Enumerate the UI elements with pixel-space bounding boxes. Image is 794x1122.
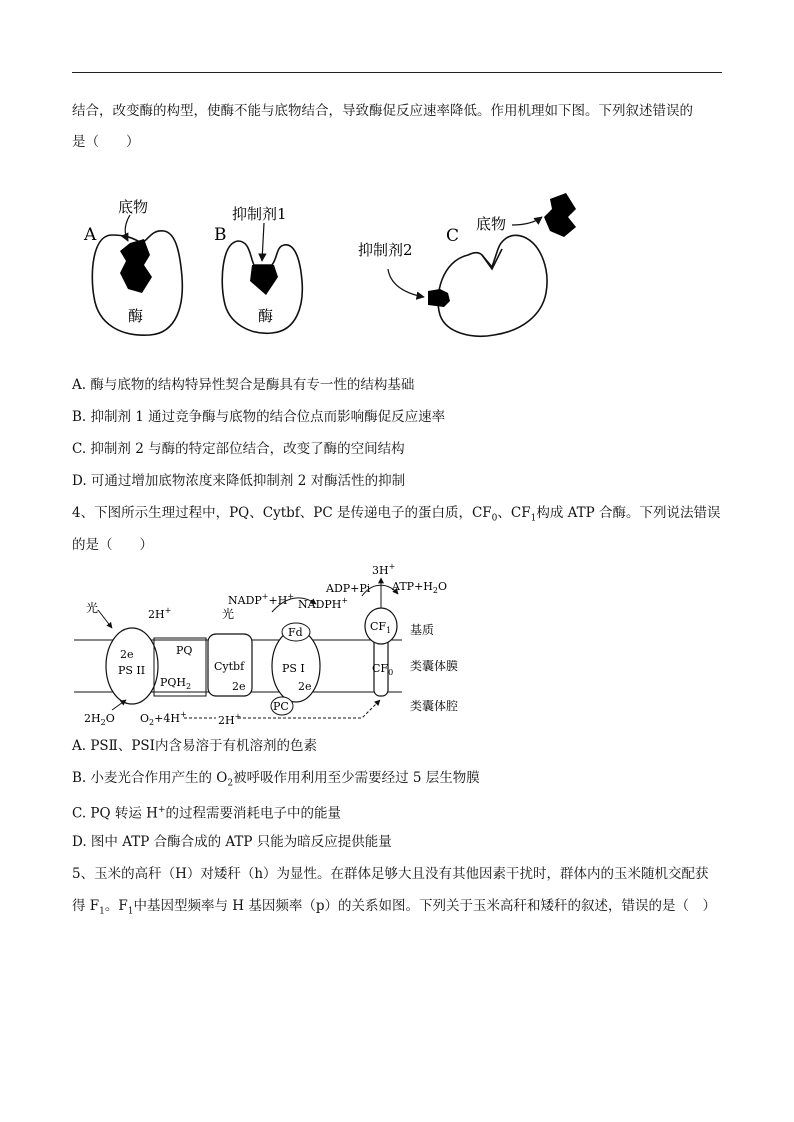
svg-text:类囊体腔: 类囊体腔 — [410, 699, 459, 713]
enzyme-c-shape — [438, 235, 547, 336]
svg-text:PQ: PQ — [176, 644, 193, 657]
svg-text:PQH2: $PQH_2$ — [160, 676, 192, 691]
svg-text:PS I: PS I — [282, 662, 305, 675]
svg-text:O2+4H+: $O_2+4H^+$ — [140, 710, 187, 727]
svg-text:NADP++H+: NADP++H+ — [228, 592, 295, 607]
q3-option-d: D. 可通过增加底物浓度来降低抑制剂 2 对酶活性的抑制 — [72, 473, 406, 489]
svg-text:2e: 2e — [298, 680, 312, 693]
svg-text:PS II: PS II — [118, 664, 146, 677]
q3-option-a: A. 酶与底物的结构特异性契合是酶具有专一性的结构基础 — [72, 377, 415, 393]
svg-text:2e: 2e — [120, 648, 134, 661]
q3-stem-line1: 结合，改变酶的构型，使酶不能与底物结合，导致酶促反应速率降低。作用机理如下图。下列叙述错误的 — [72, 103, 693, 119]
svg-text:2e: 2e — [232, 680, 246, 693]
q3-option-b: B. 抑制剂 1 通过竞争酶与底物的结合位点而影响酶促反应速率 — [72, 409, 446, 425]
svg-text:CF0: $CF_0$ — [372, 662, 394, 677]
svg-text:Fd: Fd — [288, 626, 303, 639]
header-rule — [72, 72, 722, 73]
svg-text:光: 光 — [222, 607, 235, 621]
svg-text:2H2O: $2H_2O$ — [84, 712, 115, 727]
svg-text:ADP+Pi: ADP+Pi — [326, 582, 371, 595]
label-enzyme-a: 酶 — [128, 307, 144, 325]
q5-stem-line2: 得 $F_1$。$F_1$中基因型频率与 H 基因频率（p）的关系如图。下列关于玉米高秆和矮秆的叙述，错误的是（ ） — [72, 898, 717, 917]
label-inhibitor1: 抑制剂1 — [232, 205, 287, 223]
svg-text:2H+: 2H+ — [148, 606, 172, 621]
svg-text:基质: 基质 — [410, 623, 435, 637]
q4-option-b: B. 小麦光合作用产生的 $O_2$被呼吸作用利用至少需要经过 5 层生物膜 — [72, 770, 480, 789]
label-b: B — [214, 225, 227, 245]
svg-text:2H+: 2H+ — [218, 712, 242, 727]
label-substrate-c: 底物 — [476, 215, 507, 233]
q3-stem-line2: 是（ ） — [72, 134, 140, 150]
q4-stem-line1: 4、下图所示生理过程中，PQ、Cytbf、PC 是传递电子的蛋白质，$CF_0$、$CF_1$构成 ATP 合酶。下列说法错误 — [72, 505, 721, 524]
svg-text:ATP+H2O: $ATP+H_2O$ — [392, 580, 448, 595]
svg-text:CF1: $CF_1$ — [370, 620, 392, 635]
q4-option-d: D. 图中 ATP 合酶合成的 ATP 只能为暗反应提供能量 — [72, 834, 392, 850]
svg-text:类囊体膜: 类囊体膜 — [410, 659, 459, 673]
q4-option-c: C. PQ 转运 H+的过程需要消耗电子中的能量 — [72, 805, 341, 822]
svg-text:光: 光 — [86, 601, 99, 615]
svg-text:PC: PC — [273, 700, 289, 713]
svg-text:3H+: 3H+ — [372, 562, 396, 577]
light-reaction-figure — [72, 560, 492, 730]
q3-option-c: C. 抑制剂 2 与酶的特定部位结合，改变了酶的空间结构 — [72, 441, 405, 457]
svg-text:NADPH+: NADPH+ — [298, 596, 349, 611]
label-enzyme-b: 酶 — [258, 307, 274, 325]
label-a: A — [84, 225, 97, 245]
substrate-c-shape — [544, 193, 576, 237]
label-c: C — [446, 226, 460, 246]
enzyme-inhibition-figure — [72, 185, 632, 350]
q4-option-a: A. PSⅡ、PSⅠ内含易溶于有机溶剂的色素 — [72, 738, 318, 754]
label-substrate-a: 底物 — [118, 198, 149, 216]
svg-text:Cytbf: Cytbf — [214, 660, 245, 673]
q4-stem-line2: 的是（ ） — [72, 537, 153, 553]
label-inhibitor2: 抑制剂2 — [358, 241, 413, 259]
q5-stem-line1: 5、玉米的高秆（H）对矮秆（h）为显性。在群体足够大且没有其他因素干扰时，群体内的玉米随机交配获 — [72, 866, 709, 882]
